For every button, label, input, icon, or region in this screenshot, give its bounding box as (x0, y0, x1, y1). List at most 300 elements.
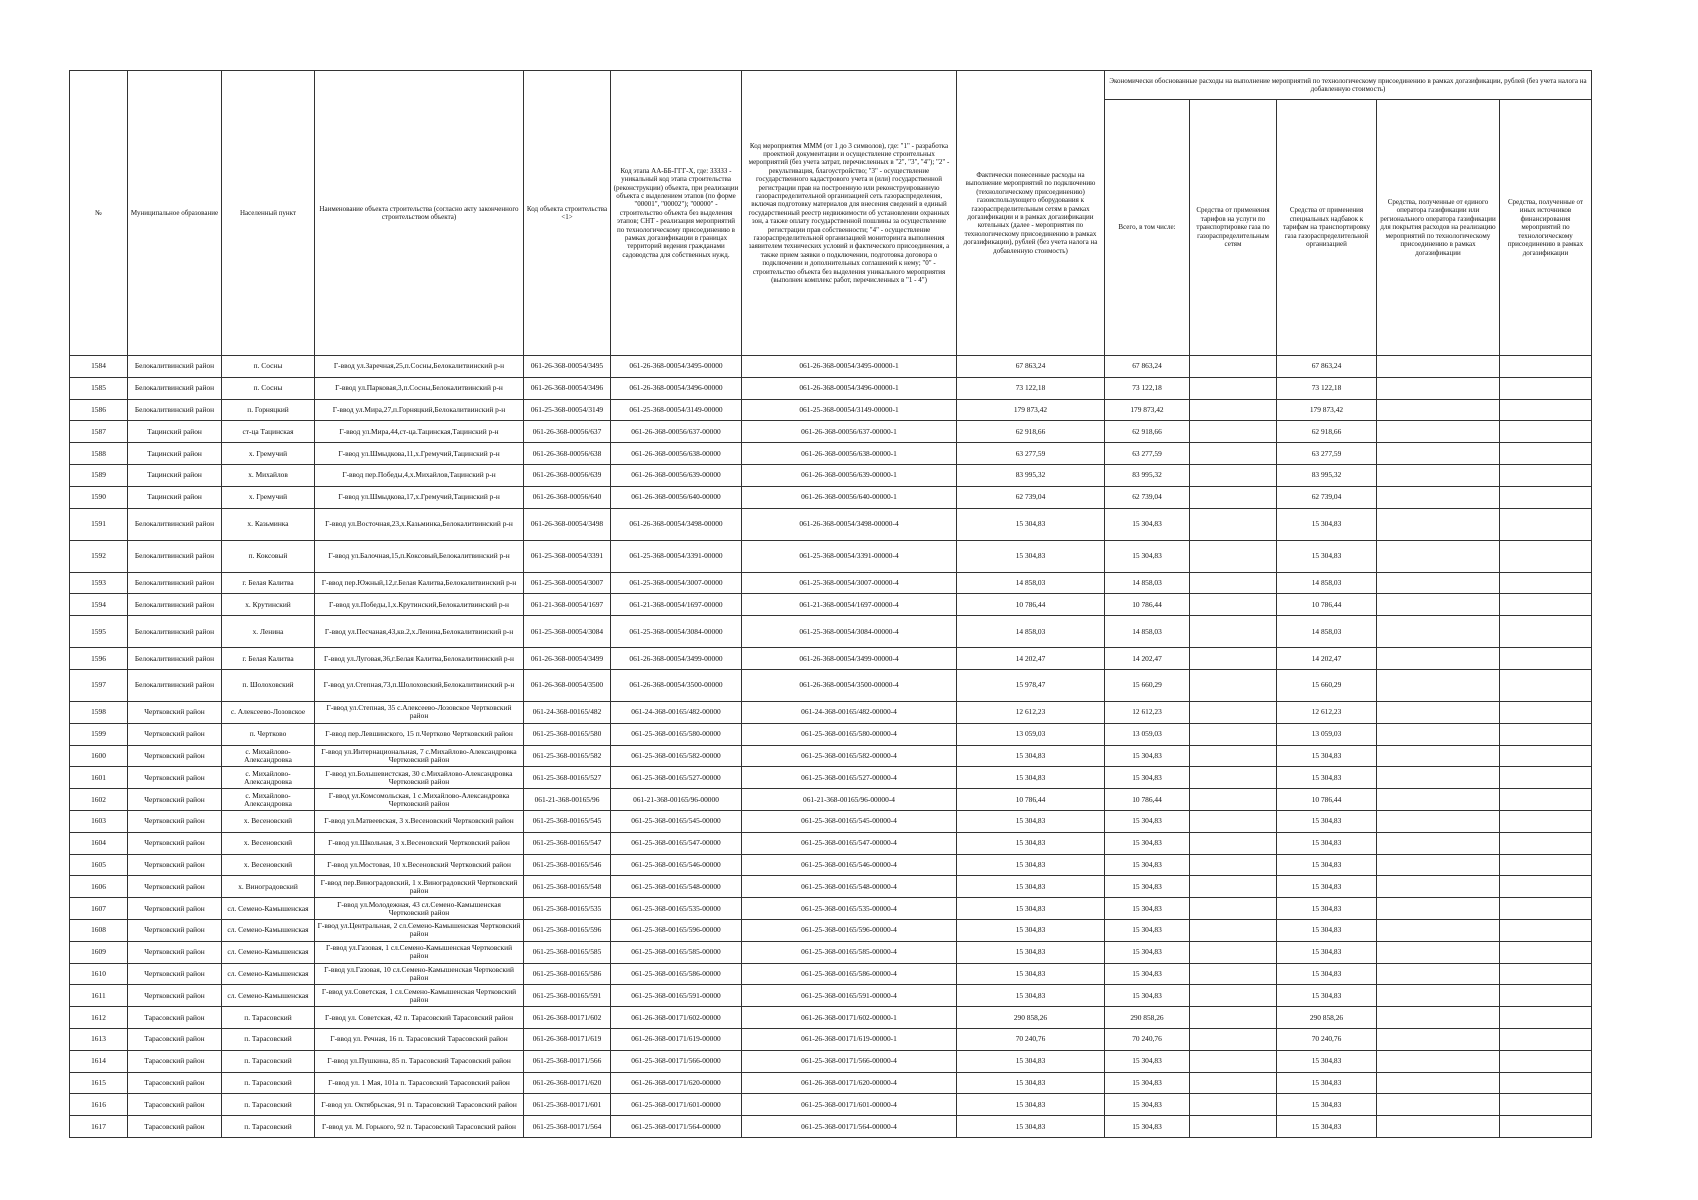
cell-stage-code: 061-25-368-00165/535-00000 (611, 898, 742, 920)
cell-stage-code: 061-25-368-00171/601-00000 (611, 1094, 742, 1116)
cell-object-name: Г-ввод пер.Левшинского, 15 п.Чертково Чертковский район (315, 723, 524, 745)
cell-object-name: Г-ввод ул.Школьная, 3 х.Весеновский Чертковский район (315, 832, 524, 854)
cell-object-name: Г-ввод ул.Победы,1,х.Крутинский,Белокалитвинский р-н (315, 594, 524, 616)
cell-settlement: х. Весеновский (222, 832, 315, 854)
cell-settlement: х. Весеновский (222, 854, 315, 876)
cell-municipality: Тацинский район (128, 443, 222, 465)
cell-settlement: г. Белая Калитва (222, 648, 315, 670)
cell-num: 1584 (70, 356, 128, 378)
cell-actual-costs: 14 202,47 (957, 648, 1105, 670)
cell-econ-markup: 15 660,29 (1277, 669, 1377, 701)
cell-econ-total: 15 304,83 (1105, 745, 1190, 767)
cell-econ-operator (1377, 464, 1500, 486)
cell-econ-operator (1377, 1094, 1500, 1116)
cell-settlement: с. Алексеево-Лозовское (222, 701, 315, 723)
cell-econ-operator (1377, 1028, 1500, 1050)
cell-econ-other (1500, 377, 1592, 399)
cell-econ-other (1500, 540, 1592, 572)
cell-econ-tariff (1190, 876, 1277, 898)
cell-measure-code: 061-25-368-00165/548-00000-4 (742, 876, 957, 898)
cell-measure-code: 061-26-368-00054/3500-00000-4 (742, 669, 957, 701)
cell-measure-code: 061-26-368-00056/638-00000-1 (742, 443, 957, 465)
cell-actual-costs: 15 304,83 (957, 1072, 1105, 1094)
cell-object-name: Г-ввод ул. М. Горького, 92 п. Тарасовский Тарасовский район (315, 1116, 524, 1138)
cell-stage-code: 061-25-368-00165/580-00000 (611, 723, 742, 745)
cell-econ-other (1500, 1007, 1592, 1029)
cell-econ-markup: 14 202,47 (1277, 648, 1377, 670)
cell-econ-tariff (1190, 508, 1277, 540)
header-measure-code: Код мероприятия МММ (от 1 до 3 символов), где: "1" - разработка проектной документации и осуществление строительных мероприятий (без учета затрат, перечисленных в "2", "3", "4"); "2" - рекультивация, благоустройство; "3" - осуществление государственного кадастрового учета и (или) государственной регистрации прав на построенную или реконструированную газораспределительной организацией сеть газораспределения, включая подготовку материалов для внесения сведений в единый государственный реестр недвижимости об установлении охранных зон, а также оплату государственной пошлины за осуществление регистрации прав собственности; "4" - осуществление газораспределительной организацией мониторинга выполнения заявителем технических условий и фактического присоединения, а также прием заявки о подключении, подготовка договора о подключении и дополнительных соглашений к нему; "0" - строительство объекта без выделения уникального мероприятия (выполнен комплекс работ, перечисленных в "1 - 4") (742, 71, 957, 356)
cell-econ-total: 15 304,83 (1105, 1072, 1190, 1094)
cell-settlement: сл. Семено-Камышенская (222, 898, 315, 920)
cell-settlement: п. Тарасовский (222, 1050, 315, 1072)
cell-municipality: Белокалитвинский район (128, 540, 222, 572)
table-row (70, 669, 1592, 701)
cell-actual-costs: 290 858,26 (957, 1007, 1105, 1029)
cell-econ-other (1500, 594, 1592, 616)
cell-stage-code: 061-25-368-00165/586-00000 (611, 963, 742, 985)
cell-econ-other (1500, 832, 1592, 854)
cell-object-name: Г-ввод ул.Мира,44,ст-ца.Тацинская,Тацинский р-н (315, 421, 524, 443)
cell-econ-other (1500, 745, 1592, 767)
cell-num: 1598 (70, 701, 128, 723)
cell-municipality: Чертковский район (128, 985, 222, 1007)
cell-object-name: Г-ввод ул.Шмыдкова,11,х.Гремучий,Тацинский р-н (315, 443, 524, 465)
cell-econ-tariff (1190, 540, 1277, 572)
cell-stage-code: 061-25-368-00165/548-00000 (611, 876, 742, 898)
cell-object-code: 061-25-368-00165/527 (524, 767, 611, 789)
cell-municipality: Чертковский район (128, 723, 222, 745)
cell-measure-code: 061-25-368-00165/580-00000-4 (742, 723, 957, 745)
cell-econ-other (1500, 508, 1592, 540)
cell-object-name: Г-ввод ул.Молодежная, 43 сл.Семено-Камышенская Чертковский район (315, 898, 524, 920)
table-row (70, 594, 1592, 616)
cell-econ-other (1500, 854, 1592, 876)
cell-econ-tariff (1190, 377, 1277, 399)
table-row (70, 1094, 1592, 1116)
cell-econ-other (1500, 963, 1592, 985)
cell-measure-code: 061-25-368-00171/566-00000-4 (742, 1050, 957, 1072)
cell-econ-markup: 67 863,24 (1277, 356, 1377, 378)
cell-econ-tariff (1190, 1050, 1277, 1072)
cell-municipality: Чертковский район (128, 854, 222, 876)
cell-municipality: Чертковский район (128, 767, 222, 789)
cell-stage-code: 061-25-368-00165/545-00000 (611, 810, 742, 832)
cell-municipality: Тацинский район (128, 421, 222, 443)
cell-num: 1612 (70, 1007, 128, 1029)
cell-object-name: Г-ввод ул.Пушкина, 85 п. Тарасовский Тарасовский район (315, 1050, 524, 1072)
cell-econ-other (1500, 1028, 1592, 1050)
cell-object-code: 061-26-368-00171/619 (524, 1028, 611, 1050)
cell-econ-other (1500, 985, 1592, 1007)
cell-municipality: Белокалитвинский район (128, 616, 222, 648)
cell-econ-other (1500, 723, 1592, 745)
cell-num: 1608 (70, 919, 128, 941)
cell-econ-total: 10 786,44 (1105, 594, 1190, 616)
cell-measure-code: 061-26-368-00056/640-00000-1 (742, 486, 957, 508)
cell-settlement: х. Крутинский (222, 594, 315, 616)
cell-measure-code: 061-25-368-00054/3391-00000-4 (742, 540, 957, 572)
cell-object-code: 061-26-368-00054/3499 (524, 648, 611, 670)
cell-measure-code: 061-24-368-00165/482-00000-4 (742, 701, 957, 723)
cell-econ-total: 15 304,83 (1105, 1050, 1190, 1072)
cell-econ-tariff (1190, 648, 1277, 670)
cell-object-name: Г-ввод ул.Степная,73,п.Шолоховский,Белокалитвинский р-н (315, 669, 524, 701)
cell-object-name: Г-ввод ул.Песчаная,43,кв.2,х.Ленина,Белокалитвинский р-н (315, 616, 524, 648)
cell-num: 1599 (70, 723, 128, 745)
cell-econ-other (1500, 1072, 1592, 1094)
cell-num: 1611 (70, 985, 128, 1007)
cell-measure-code: 061-26-368-00171/620-00000-4 (742, 1072, 957, 1094)
cell-settlement: п. Сосны (222, 356, 315, 378)
cell-econ-other (1500, 669, 1592, 701)
cell-municipality: Тарасовский район (128, 1050, 222, 1072)
cell-municipality: Чертковский район (128, 919, 222, 941)
table-row (70, 508, 1592, 540)
table-row (70, 648, 1592, 670)
cell-stage-code: 061-26-368-00056/638-00000 (611, 443, 742, 465)
cell-econ-tariff (1190, 701, 1277, 723)
cell-econ-markup: 179 873,42 (1277, 399, 1377, 421)
cell-stage-code: 061-25-368-00054/3007-00000 (611, 572, 742, 594)
cell-actual-costs: 179 873,42 (957, 399, 1105, 421)
cell-econ-operator (1377, 876, 1500, 898)
cell-settlement: п. Тарасовский (222, 1072, 315, 1094)
cell-econ-total: 15 304,83 (1105, 508, 1190, 540)
table-row (70, 701, 1592, 723)
cell-econ-markup: 15 304,83 (1277, 963, 1377, 985)
cell-stage-code: 061-25-368-00165/547-00000 (611, 832, 742, 854)
cell-econ-markup: 15 304,83 (1277, 508, 1377, 540)
cell-object-code: 061-26-368-00171/620 (524, 1072, 611, 1094)
cell-num: 1595 (70, 616, 128, 648)
cell-settlement: с. Михайлово-Александровка (222, 789, 315, 811)
cell-econ-total: 15 304,83 (1105, 919, 1190, 941)
table-row (70, 377, 1592, 399)
cell-econ-operator (1377, 985, 1500, 1007)
cell-object-code: 061-25-368-00165/548 (524, 876, 611, 898)
header-econ-other: Средства, полученные от иных источников финансирования мероприятий по технологическому присоединению в рамках догазификации (1500, 100, 1592, 356)
cell-measure-code: 061-26-368-00054/3499-00000-4 (742, 648, 957, 670)
table-row (70, 832, 1592, 854)
cell-econ-markup: 70 240,76 (1277, 1028, 1377, 1050)
cell-econ-operator (1377, 919, 1500, 941)
header-object-name: Наименование объекта строительства (согласно акту законченного строительством объекта) (315, 71, 524, 356)
cell-settlement: х. Виноградовский (222, 876, 315, 898)
cell-object-code: 061-26-368-00054/3500 (524, 669, 611, 701)
cell-num: 1597 (70, 669, 128, 701)
cell-econ-tariff (1190, 919, 1277, 941)
cell-num: 1614 (70, 1050, 128, 1072)
cell-municipality: Белокалитвинский район (128, 648, 222, 670)
cell-econ-tariff (1190, 669, 1277, 701)
cell-object-name: Г-ввод ул.Комсомольская, 1 с.Михайлово-Александровка Чертковский район (315, 789, 524, 811)
cell-settlement: п. Коксовый (222, 540, 315, 572)
table-row (70, 1072, 1592, 1094)
cell-measure-code: 061-25-368-00165/586-00000-4 (742, 963, 957, 985)
cell-measure-code: 061-25-368-00165/545-00000-4 (742, 810, 957, 832)
cell-municipality: Белокалитвинский район (128, 594, 222, 616)
cell-econ-operator (1377, 648, 1500, 670)
cell-object-code: 061-25-368-00054/3084 (524, 616, 611, 648)
cell-object-code: 061-26-368-00054/3495 (524, 356, 611, 378)
cell-object-name: Г-ввод ул.Луговая,36,г.Белая Калитва,Белокалитвинский р-н (315, 648, 524, 670)
cell-econ-other (1500, 1050, 1592, 1072)
cell-econ-markup: 15 304,83 (1277, 767, 1377, 789)
cell-econ-total: 10 786,44 (1105, 789, 1190, 811)
cell-stage-code: 061-25-368-00171/564-00000 (611, 1116, 742, 1138)
cell-municipality: Тарасовский район (128, 1007, 222, 1029)
cell-object-name: Г-ввод ул.Центральная, 2 сл.Семено-Камышенская Чертковский район (315, 919, 524, 941)
cell-econ-other (1500, 876, 1592, 898)
cell-municipality: Белокалитвинский район (128, 508, 222, 540)
cell-object-name: Г-ввод ул. Речная, 16 п. Тарасовский Тарасовский район (315, 1028, 524, 1050)
cell-object-code: 061-25-368-00171/566 (524, 1050, 611, 1072)
cell-object-name: Г-ввод пер.Победы,4,х.Михайлов,Тацинский р-н (315, 464, 524, 486)
cell-stage-code: 061-24-368-00165/482-00000 (611, 701, 742, 723)
cell-measure-code: 061-26-368-00054/3498-00000-4 (742, 508, 957, 540)
header-econ-operator: Средства, полученные от единого оператора газификации или регионального оператора газификации для покрытия расходов на реализацию мероприятий по технологическому присоединению в рамках догазификации (1377, 100, 1500, 356)
cell-econ-total: 62 739,04 (1105, 486, 1190, 508)
cell-econ-markup: 15 304,83 (1277, 810, 1377, 832)
cell-econ-tariff (1190, 767, 1277, 789)
cell-object-code: 061-25-368-00165/546 (524, 854, 611, 876)
cell-measure-code: 061-25-368-00054/3084-00000-4 (742, 616, 957, 648)
cell-econ-markup: 15 304,83 (1277, 540, 1377, 572)
cell-object-code: 061-25-368-00054/3007 (524, 572, 611, 594)
cell-actual-costs: 15 304,83 (957, 985, 1105, 1007)
cell-actual-costs: 14 858,03 (957, 616, 1105, 648)
cell-municipality: Белокалитвинский район (128, 399, 222, 421)
header-stage-code: Код этапа АА-ББ-ГГГ-Х, где: ЗЗЗЗЗ - уникальный код этапа строительства (реконструкции) объекта, при реализации объекта с выделением этапов (по форме "00001", "00002"); "00000" - строительство объекта без выделения этапов; СНТ - реализация мероприятий по технологическому присоединению в рамках догазификации в границах территорий ведения гражданами садоводства для собственных нужд. (611, 71, 742, 356)
table-row (70, 919, 1592, 941)
cell-econ-other (1500, 616, 1592, 648)
cell-actual-costs: 62 739,04 (957, 486, 1105, 508)
cell-actual-costs: 15 304,83 (957, 898, 1105, 920)
cell-econ-tariff (1190, 941, 1277, 963)
table-row (70, 1007, 1592, 1029)
cell-measure-code: 061-25-368-00054/3007-00000-4 (742, 572, 957, 594)
cell-econ-tariff (1190, 854, 1277, 876)
cell-settlement: с. Михайлово-Александровка (222, 745, 315, 767)
table-row (70, 356, 1592, 378)
cell-econ-tariff (1190, 723, 1277, 745)
cell-settlement: п. Шолоховский (222, 669, 315, 701)
cell-num: 1586 (70, 399, 128, 421)
cell-stage-code: 061-26-368-00054/3500-00000 (611, 669, 742, 701)
table-row (70, 963, 1592, 985)
cell-actual-costs: 15 304,83 (957, 1094, 1105, 1116)
cell-measure-code: 061-26-368-00054/3495-00000-1 (742, 356, 957, 378)
cell-measure-code: 061-25-368-00054/3149-00000-1 (742, 399, 957, 421)
cell-econ-markup: 15 304,83 (1277, 1094, 1377, 1116)
cell-actual-costs: 15 304,83 (957, 919, 1105, 941)
cell-econ-tariff (1190, 1007, 1277, 1029)
cell-num: 1615 (70, 1072, 128, 1094)
cell-econ-total: 67 863,24 (1105, 356, 1190, 378)
cell-municipality: Белокалитвинский район (128, 356, 222, 378)
cell-econ-other (1500, 443, 1592, 465)
cell-econ-operator (1377, 723, 1500, 745)
cell-econ-other (1500, 648, 1592, 670)
cell-econ-operator (1377, 669, 1500, 701)
cell-stage-code: 061-21-368-00165/96-00000 (611, 789, 742, 811)
cell-municipality: Тарасовский район (128, 1028, 222, 1050)
cell-measure-code: 061-25-368-00165/535-00000-4 (742, 898, 957, 920)
cell-stage-code: 061-26-368-00171/602-00000 (611, 1007, 742, 1029)
cell-econ-tariff (1190, 356, 1277, 378)
table-row (70, 486, 1592, 508)
cell-municipality: Чертковский район (128, 745, 222, 767)
cell-stage-code: 061-25-368-00054/3149-00000 (611, 399, 742, 421)
cell-econ-total: 70 240,76 (1105, 1028, 1190, 1050)
cell-num: 1594 (70, 594, 128, 616)
cell-econ-total: 15 304,83 (1105, 540, 1190, 572)
table-body (70, 356, 1592, 1138)
cell-object-name: Г-ввод ул.Матвеевская, 3 х.Весеновский Чертковский район (315, 810, 524, 832)
table-row (70, 572, 1592, 594)
cell-num: 1606 (70, 876, 128, 898)
cell-object-name: Г-ввод ул.Шмыдкова,17,х.Гремучий,Тацинский р-н (315, 486, 524, 508)
cell-settlement: сл. Семено-Камышенская (222, 941, 315, 963)
cell-settlement: п. Чертково (222, 723, 315, 745)
cell-econ-operator (1377, 443, 1500, 465)
cell-num: 1590 (70, 486, 128, 508)
cell-object-code: 061-25-368-00165/591 (524, 985, 611, 1007)
header-econ-special-markups: Средства от применения специальных надбавок к тарифам на транспортировку газа газораспределительной организацией (1277, 100, 1377, 356)
cell-econ-markup: 15 304,83 (1277, 919, 1377, 941)
cell-econ-operator (1377, 963, 1500, 985)
cell-econ-tariff (1190, 464, 1277, 486)
cell-stage-code: 061-26-368-00056/640-00000 (611, 486, 742, 508)
cell-stage-code: 061-25-368-00171/566-00000 (611, 1050, 742, 1072)
cell-actual-costs: 70 240,76 (957, 1028, 1105, 1050)
cell-object-name: Г-ввод ул. Советская, 42 п. Тарасовский Тарасовский район (315, 1007, 524, 1029)
cell-econ-total: 62 918,66 (1105, 421, 1190, 443)
cell-object-code: 061-21-368-00165/96 (524, 789, 611, 811)
cell-econ-other (1500, 810, 1592, 832)
cell-econ-total: 13 059,03 (1105, 723, 1190, 745)
cell-actual-costs: 67 863,24 (957, 356, 1105, 378)
cell-measure-code: 061-25-368-00165/527-00000-4 (742, 767, 957, 789)
cell-econ-markup: 15 304,83 (1277, 876, 1377, 898)
cell-econ-operator (1377, 399, 1500, 421)
cell-stage-code: 061-25-368-00054/3084-00000 (611, 616, 742, 648)
cell-settlement: п. Тарасовский (222, 1007, 315, 1029)
cell-num: 1592 (70, 540, 128, 572)
cell-econ-markup: 62 918,66 (1277, 421, 1377, 443)
cell-object-name: Г-ввод ул.Большевистская, 30 с.Михайлово-Александровка Чертковский район (315, 767, 524, 789)
cell-stage-code: 061-26-368-00054/3496-00000 (611, 377, 742, 399)
cell-actual-costs: 15 304,83 (957, 767, 1105, 789)
cell-num: 1593 (70, 572, 128, 594)
cell-object-code: 061-26-368-00054/3496 (524, 377, 611, 399)
cell-object-name: Г-ввод ул.Газовая, 10 сл.Семено-Камышенская Чертковский район (315, 963, 524, 985)
header-econ-tariff-transport: Средства от применения тарифов на услуги по транспортировке газа по газораспределительным сетям (1190, 100, 1277, 356)
cell-object-name: Г-ввод ул.Советская, 1 сл.Семено-Камышенская Чертковский район (315, 985, 524, 1007)
table-row (70, 399, 1592, 421)
cell-econ-total: 12 612,23 (1105, 701, 1190, 723)
cell-measure-code: 061-25-368-00171/564-00000-4 (742, 1116, 957, 1138)
table-row (70, 1028, 1592, 1050)
cell-econ-other (1500, 421, 1592, 443)
cell-object-code: 061-25-368-00165/547 (524, 832, 611, 854)
cell-num: 1603 (70, 810, 128, 832)
cell-object-name: Г-ввод ул.Газовая, 1 сл.Семено-Камышенская Чертковский район (315, 941, 524, 963)
cell-object-code: 061-26-368-00054/3498 (524, 508, 611, 540)
cell-econ-operator (1377, 898, 1500, 920)
cell-econ-total: 15 304,83 (1105, 832, 1190, 854)
cell-econ-operator (1377, 486, 1500, 508)
cell-econ-other (1500, 464, 1592, 486)
cell-settlement: п. Тарасовский (222, 1028, 315, 1050)
table-row (70, 723, 1592, 745)
cell-econ-tariff (1190, 486, 1277, 508)
cell-econ-total: 15 304,83 (1105, 985, 1190, 1007)
cell-num: 1604 (70, 832, 128, 854)
cell-municipality: Чертковский район (128, 832, 222, 854)
cell-object-code: 061-21-368-00054/1697 (524, 594, 611, 616)
cell-object-name: Г-ввод пер.Виноградовский, 1 х.Виноградовский Чертковский район (315, 876, 524, 898)
cell-settlement: сл. Семено-Камышенская (222, 985, 315, 1007)
cell-econ-other (1500, 1094, 1592, 1116)
cell-object-code: 061-26-368-00056/639 (524, 464, 611, 486)
cell-stage-code: 061-26-368-00171/620-00000 (611, 1072, 742, 1094)
cell-econ-tariff (1190, 832, 1277, 854)
cell-econ-markup: 10 786,44 (1277, 789, 1377, 811)
cell-num: 1616 (70, 1094, 128, 1116)
table-row (70, 745, 1592, 767)
cell-actual-costs: 12 612,23 (957, 701, 1105, 723)
cell-object-name: Г-ввод ул.Восточная,23,х.Казьминка,Белокалитвинский р-н (315, 508, 524, 540)
cell-econ-markup: 15 304,83 (1277, 1050, 1377, 1072)
cell-measure-code: 061-26-368-00171/619-00000-1 (742, 1028, 957, 1050)
cell-num: 1596 (70, 648, 128, 670)
header-settlement: Населенный пункт (222, 71, 315, 356)
cell-econ-total: 73 122,18 (1105, 377, 1190, 399)
cell-econ-tariff (1190, 1028, 1277, 1050)
cell-object-code: 061-25-368-00165/545 (524, 810, 611, 832)
cell-econ-other (1500, 767, 1592, 789)
cell-municipality: Тарасовский район (128, 1116, 222, 1138)
cell-stage-code: 061-26-368-00054/3495-00000 (611, 356, 742, 378)
cell-econ-tariff (1190, 1116, 1277, 1138)
cell-econ-tariff (1190, 1094, 1277, 1116)
cell-econ-other (1500, 919, 1592, 941)
cell-econ-tariff (1190, 1072, 1277, 1094)
cell-econ-operator (1377, 767, 1500, 789)
header-econ-group: Экономически обоснованные расходы на выполнение мероприятий по технологическому присоединению в рамках догазификации, рублей (без учета налога на добавленную стоимость) (1105, 71, 1592, 100)
cell-settlement: х. Весеновский (222, 810, 315, 832)
cell-object-code: 061-25-368-00165/535 (524, 898, 611, 920)
cell-econ-operator (1377, 1116, 1500, 1138)
cell-actual-costs: 14 858,03 (957, 572, 1105, 594)
header-municipality: Муниципальное образование (128, 71, 222, 356)
cell-econ-operator (1377, 508, 1500, 540)
table-row (70, 421, 1592, 443)
cell-econ-tariff (1190, 594, 1277, 616)
cell-municipality: Тарасовский район (128, 1094, 222, 1116)
cell-econ-tariff (1190, 572, 1277, 594)
cell-actual-costs: 83 995,32 (957, 464, 1105, 486)
cell-object-code: 061-25-368-00165/582 (524, 745, 611, 767)
cell-object-name: Г-ввод ул. 1 Мая, 101а п. Тарасовский Тарасовский район (315, 1072, 524, 1094)
cell-econ-operator (1377, 789, 1500, 811)
cell-settlement: п. Горняцкий (222, 399, 315, 421)
cell-num: 1605 (70, 854, 128, 876)
header-object-code: Код объекта строительства <1> (524, 71, 611, 356)
cell-econ-tariff (1190, 421, 1277, 443)
